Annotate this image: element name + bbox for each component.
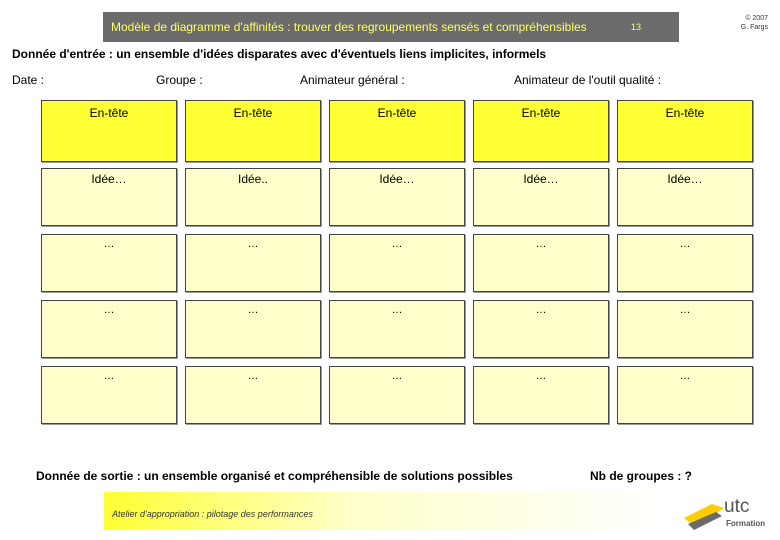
empty-idea-cell: … — [473, 234, 609, 292]
empty-idea-cell: … — [41, 366, 177, 424]
empty-idea-cell: … — [473, 300, 609, 358]
group-label: Groupe : — [156, 73, 203, 87]
output-description: Donnée de sortie : un ensemble organisé et compréhensible de solutions possibles — [36, 469, 513, 483]
copyright-line-2: G. Fargs — [740, 24, 768, 31]
empty-idea-cell: … — [617, 300, 753, 358]
empty-idea-cell: … — [185, 234, 321, 292]
empty-idea-cell: … — [185, 300, 321, 358]
column-header-cell: En-tête — [329, 100, 465, 162]
quality-facilitator-label: Animateur de l'outil qualité : — [514, 73, 662, 87]
footer-banner — [104, 492, 664, 530]
page-title: Modèle de diagramme d'affinités : trouver des regroupements sensés et compréhensibles — [111, 20, 587, 34]
title-bar — [103, 12, 679, 42]
empty-idea-cell: … — [617, 366, 753, 424]
column-header-cell: En-tête — [473, 100, 609, 162]
logo-mark-icon — [682, 498, 726, 532]
idea-cell: Idée… — [473, 168, 609, 226]
empty-idea-cell: … — [473, 366, 609, 424]
footer-text: Atelier d'appropriation : pilotage des performances — [112, 509, 313, 519]
empty-idea-cell: … — [617, 234, 753, 292]
empty-idea-cell: … — [41, 300, 177, 358]
copyright-line-1: © 2007 — [745, 15, 768, 22]
utc-logo — [680, 494, 776, 534]
column-header-cell: En-tête — [41, 100, 177, 162]
groups-count: Nb de groupes : ? — [590, 469, 692, 483]
idea-cell: Idée… — [41, 168, 177, 226]
empty-idea-cell: … — [185, 366, 321, 424]
empty-idea-cell: … — [329, 300, 465, 358]
empty-idea-cell: … — [329, 366, 465, 424]
logo-name: utc — [724, 496, 750, 517]
column-header-cell: En-tête — [185, 100, 321, 162]
empty-idea-cell: … — [41, 234, 177, 292]
input-description: Donnée d'entrée : un ensemble d'idées disparates avec d'éventuels liens implicites, informels — [12, 47, 547, 61]
column-header-cell: En-tête — [617, 100, 753, 162]
idea-cell: Idée… — [329, 168, 465, 226]
date-label: Date : — [12, 73, 45, 87]
empty-idea-cell: … — [329, 234, 465, 292]
idea-cell: Idée… — [617, 168, 753, 226]
facilitator-label: Animateur général : — [300, 73, 405, 87]
page-number: 13 — [631, 22, 642, 32]
copyright-notice — [741, 14, 768, 32]
idea-cell: Idée.. — [185, 168, 321, 226]
logo-subtitle: Formation — [726, 519, 766, 528]
